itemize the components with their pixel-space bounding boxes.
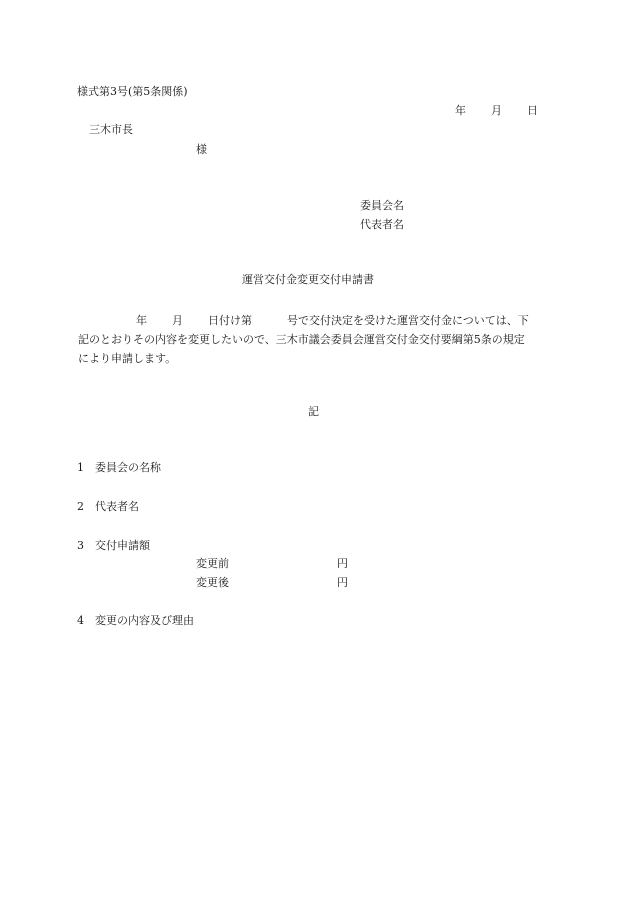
application-body [78, 311, 554, 368]
body-line-2: 記のとおりその内容を変更したいので、三木市議会委員会運営交付金交付要綱第5条の規定 [78, 333, 525, 346]
body-line-3: により申請します。 [78, 352, 177, 365]
committee-name-label: 委員会名 [360, 199, 404, 212]
representative-label: 代表者名 [360, 218, 404, 231]
body-line1-rest: 号で交付決定を受けた運営交付金については、下 [287, 314, 529, 327]
document-title: 運営交付金変更交付申請書 [242, 273, 374, 286]
body-year: 年 [136, 314, 147, 327]
before-change-label: 変更前 [196, 557, 229, 570]
date-year: 年 [455, 104, 466, 117]
addressee-title: 三木市長 [89, 123, 133, 136]
form-number: 様式第3号(第5条関係) [77, 85, 188, 98]
after-change-unit: 円 [337, 576, 348, 589]
after-change-label: 変更後 [196, 576, 229, 589]
body-dated-no: 日付け第 [208, 314, 252, 327]
date-month: 月 [491, 104, 502, 117]
body-line-1 [78, 311, 554, 330]
addressee-honorific: 様 [196, 143, 207, 156]
body-month: 月 [172, 314, 183, 327]
date-day: 日 [527, 104, 538, 117]
item-grant-amount: 3 交付申請額 [77, 539, 150, 552]
item-change-reason: 4 変更の内容及び理由 [77, 614, 194, 627]
item-committee-name: 1 委員会の名称 [77, 461, 161, 474]
before-change-unit: 円 [337, 557, 348, 570]
note-heading: 記 [308, 405, 319, 418]
item-representative: 2 代表者名 [77, 500, 139, 513]
